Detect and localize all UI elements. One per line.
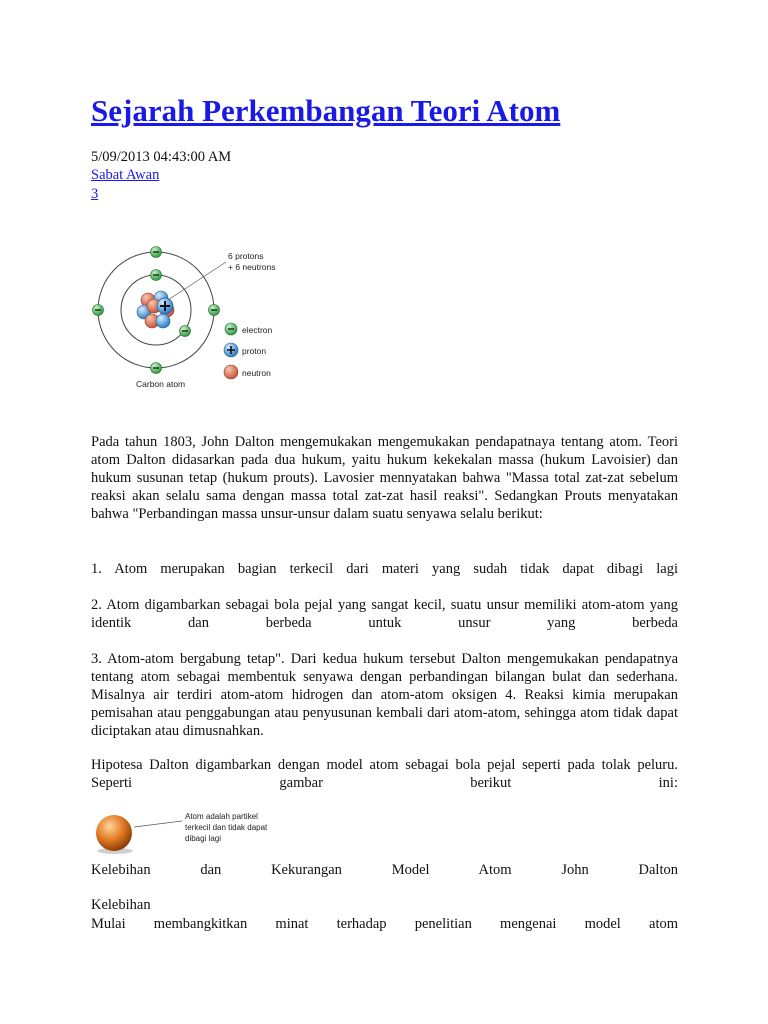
paragraph-intro: Pada tahun 1803, John Dalton mengemukakan mengemukakan pendapatnaya tentang atom. Teori atom Dalton didasarkan pada dua hukum, yaitu hukum kekekalan massa (hukum Lavoisier) dan hukum susunan tetap (hukum prouts). Lavosier mennyatakan bahwa "Massa total zat-zat sebelum reaksi akan selalu sama dengan massa total zat-zat hasil reaksi". Sedangkan Prouts menyatakan bahwa "Perbandingan massa unsur-unsur dalam suatu senyawa selalu berikut:	[91, 434, 678, 522]
paragraph-mulai: Mulai membangkitkan minat terhadap penelitian mengenai model atom	[91, 916, 678, 932]
post-author[interactable]	[91, 166, 159, 184]
legend	[224, 323, 273, 379]
paragraph-item-1: 1. Atom merupakan bagian terkecil dari materi yang sudah tidak dapat dibagi lagi	[91, 561, 678, 577]
nucleus	[137, 291, 174, 328]
sphere-label-line3: dibagi lagi	[185, 834, 222, 843]
legend-neutron: neutron	[242, 368, 271, 378]
dalton-sphere-figure	[90, 805, 290, 857]
protons-label: 6 protons	[228, 251, 264, 261]
comment-count[interactable]	[91, 185, 98, 203]
legend-proton: proton	[242, 346, 267, 356]
post-title[interactable]	[91, 92, 560, 130]
post-title-link[interactable]: Sejarah Perkembangan Teori Atom	[91, 93, 561, 128]
paragraph-item-2: 2. Atom digambarkan sebagai bola pejal yang sangat kecil, suatu unsur memiliki atom-atom yang identik dan berbeda untuk unsur yang berbeda	[91, 597, 678, 631]
carbon-atom-diagram	[88, 240, 288, 395]
solid-sphere-icon	[96, 815, 132, 851]
heading-kelebihan-kekurangan: Kelebihan dan Kekurangan Model Atom John Dalton	[91, 862, 678, 878]
neutrons-label: + 6 neutrons	[228, 262, 276, 272]
sphere-label-line2: terkecil dan tidak dapat	[185, 823, 268, 832]
neutron-legend-icon	[224, 365, 238, 379]
heading-kelebihan: Kelebihan	[91, 897, 151, 913]
post-date: 5/09/2013 04:43:00 AM	[91, 149, 232, 165]
comments-link[interactable]: 3	[91, 186, 99, 202]
figure-caption: Carbon atom	[136, 379, 186, 389]
paragraph-hipotesa: Hipotesa Dalton digambarkan dengan model atom sebagai bola pejal seperti pada tolak peluru. Seperti gambar berikut ini:	[91, 757, 678, 791]
sphere-label-line1: Atom adalah partikel	[185, 812, 258, 821]
author-link[interactable]: Sabat Awan	[91, 167, 160, 183]
paragraph-item-3: 3. Atom-atom bergabung tetap". Dari kedua hukum tersebut Dalton mengemukakan pendapatnya tentang atom sebagai membentuk senyawa dengan perbandingan bilangan bulat dan sederhana. Misalnya air terdiri atom-atom hidrogen dan atom-atom oksigen 4. Reaksi kimia merupakan pemisahan atau penggabungan atau penyusunan kembali dari atom-atom, sehingga atom tidak dapat diciptakan atau dimusnahkan.	[91, 651, 678, 739]
legend-electron: electron	[242, 325, 273, 335]
